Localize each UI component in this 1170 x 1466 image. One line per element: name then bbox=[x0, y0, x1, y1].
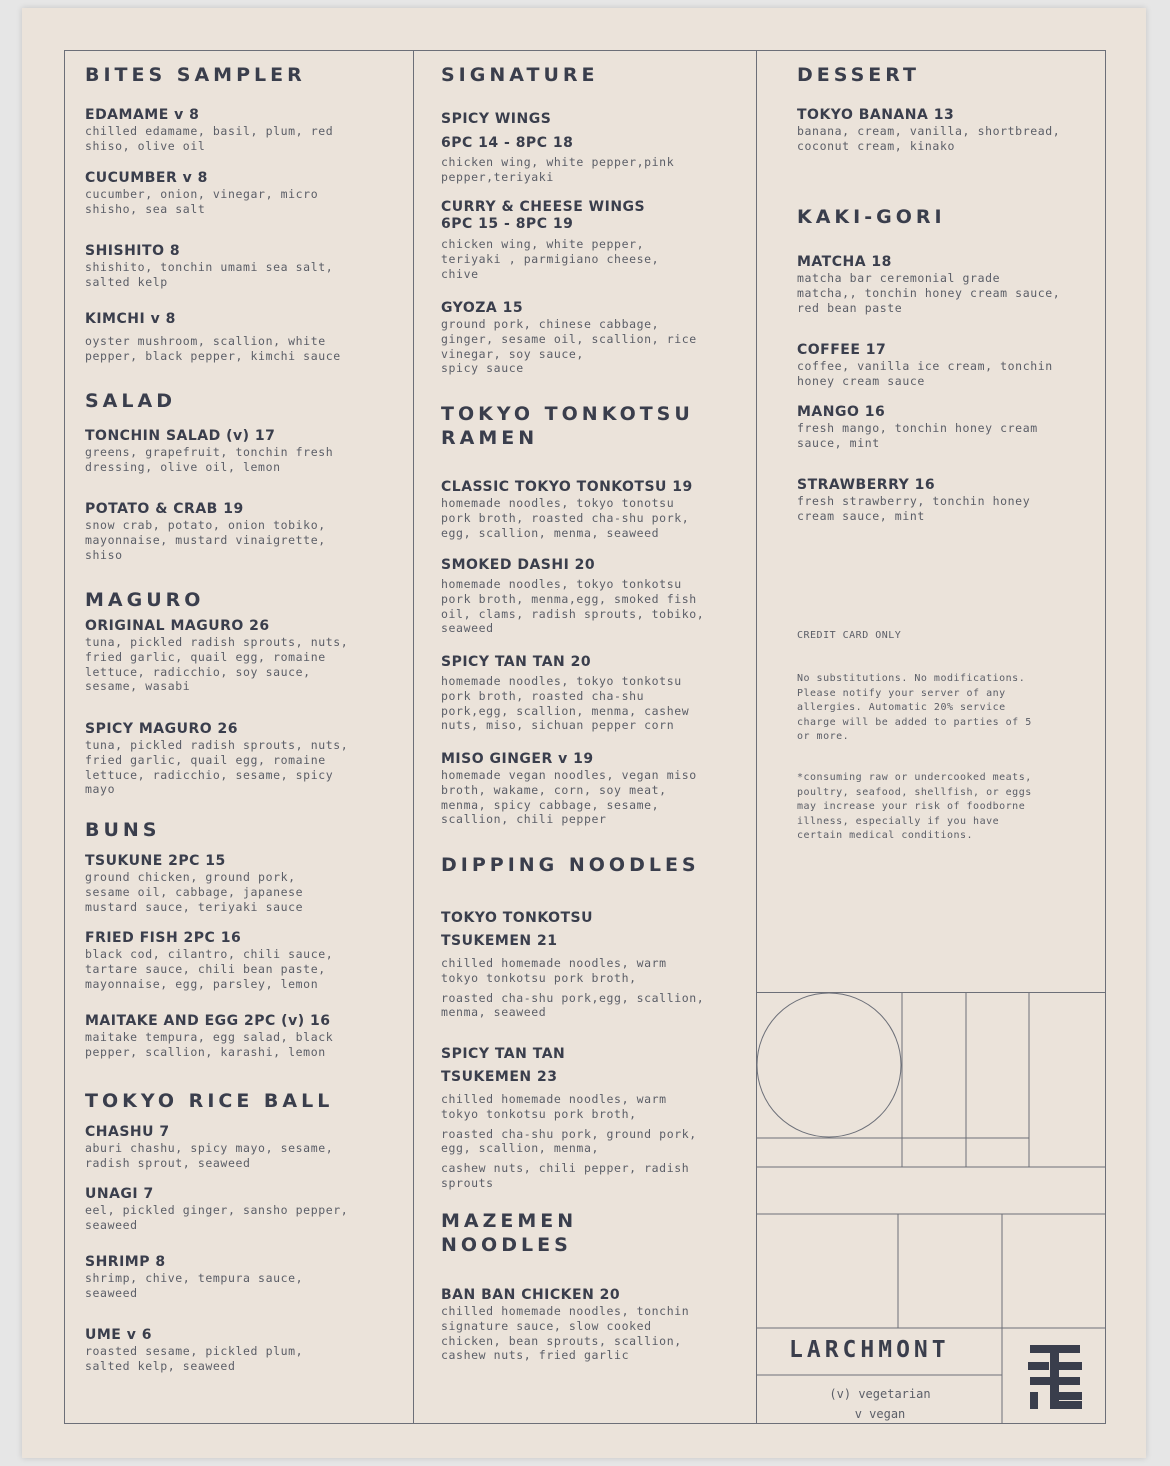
section-title-maguro: MAGURO bbox=[85, 589, 205, 611]
item-desc: greens, grapefruit, tonchin fresh dressing, olive oil, lemon bbox=[85, 445, 334, 474]
item-name: SPICY WINGS 6PC 14 - 8PC 18 bbox=[441, 111, 574, 151]
item-name: TSUKUNE 2PC 15 bbox=[85, 853, 226, 869]
menu-item bbox=[441, 1287, 689, 1363]
menu-item bbox=[85, 1327, 303, 1374]
item-name: MANGO 16 bbox=[797, 404, 886, 420]
item-name: TOKYO TONKOTSU TSUKEMEN 21 bbox=[441, 910, 594, 949]
menu-item bbox=[797, 477, 1030, 524]
item-desc: roasted cha-shu pork, ground pork, egg, scallion, menma, bbox=[441, 1126, 697, 1156]
item-name: CURRY & CHEESE WINGS 6PC 15 - 8PC 19 bbox=[441, 199, 646, 232]
item-desc: banana, cream, vanilla, shortbread, coconut cream, kinako bbox=[797, 124, 1061, 153]
section-title-riceball: TOKYO RICE BALL bbox=[85, 1090, 334, 1112]
menu-item bbox=[441, 1043, 697, 1191]
item-name: KIMCHI v 8 bbox=[85, 311, 176, 327]
item-desc: fresh strawberry, tonchin honey cream sauce, mint bbox=[797, 494, 1031, 523]
health-warning: *consuming raw or undercooked meats, poultry, seafood, shellfish, or eggs may increase your risk of foodborne illness, especially if you have certain medical conditions. bbox=[797, 772, 1032, 842]
item-desc: chicken wing, white pepper, teriyaki , parmigiano cheese, chive bbox=[441, 237, 660, 281]
menu-item bbox=[441, 654, 689, 733]
policy-note: No substitutions. No modifications. Please notify your server of any allergies. Automatic 20% service charge will be added to parties of 5 or more. bbox=[797, 673, 1032, 743]
item-name: SMOKED DASHI 20 bbox=[441, 557, 596, 573]
item-name: SPICY TAN TAN TSUKEMEN 23 bbox=[441, 1046, 566, 1085]
menu-item bbox=[797, 254, 1060, 315]
diet-legend bbox=[757, 1384, 1003, 1424]
item-desc: coffee, vanilla ice cream, tonchin honey cream sauce bbox=[797, 359, 1053, 388]
item-name: TOKYO BANANA 13 bbox=[797, 107, 955, 123]
item-desc: matcha bar ceremonial grade matcha,, tonchin honey cream sauce, red bean paste bbox=[797, 271, 1061, 315]
menu-item bbox=[85, 243, 333, 290]
item-desc: ground chicken, ground pork, sesame oil, cabbage, japanese mustard sauce, teriyaki sauce bbox=[85, 870, 304, 914]
item-desc: cucumber, onion, vinegar, micro shisho, sea salt bbox=[85, 187, 319, 216]
item-desc: cashew nuts, chili pepper, radish sprouts bbox=[441, 1161, 690, 1190]
section-title-mazemen: MAZEMEN NOODLES bbox=[441, 1210, 578, 1256]
credit-card-note: CREDIT CARD ONLY bbox=[797, 630, 902, 641]
item-name: SPICY TAN TAN 20 bbox=[441, 654, 592, 670]
item-desc: homemade noodles, tokyo tonkotsu pork broth, menma,egg, smoked fish oil, clams, radish sprouts, tobiko, seaweed bbox=[441, 577, 705, 636]
item-name: SPICY MAGURO 26 bbox=[85, 721, 239, 737]
menu-item bbox=[85, 618, 348, 694]
item-desc: shrimp, chive, tempura sauce, seaweed bbox=[85, 1271, 304, 1300]
menu-item bbox=[85, 853, 303, 914]
item-desc: shishito, tonchin umami sea salt, salted kelp bbox=[85, 260, 334, 289]
item-name: EDAMAME v 8 bbox=[85, 107, 200, 123]
menu-item bbox=[85, 311, 341, 364]
item-name: UNAGI 7 bbox=[85, 1186, 154, 1202]
menu-item bbox=[85, 428, 333, 475]
item-desc: maitake tempura, egg salad, black pepper, scallion, karashi, lemon bbox=[85, 1030, 334, 1059]
item-desc: homemade vegan noodles, vegan miso broth, wakame, corn, soy meat, menma, spicy cabbage, sesame, scallion, chili pepper bbox=[441, 768, 697, 827]
item-desc: aburi chashu, spicy mayo, sesame, radish sprout, seaweed bbox=[85, 1141, 334, 1170]
menu-item bbox=[797, 404, 1038, 451]
section-title-dipping: DIPPING NOODLES bbox=[441, 854, 700, 876]
item-name: FRIED FISH 2PC 16 bbox=[85, 930, 242, 946]
item-name: SHRIMP 8 bbox=[85, 1254, 166, 1270]
menu-item bbox=[441, 199, 659, 281]
column-divider bbox=[413, 50, 414, 1424]
section-title-ramen: TOKYO TONKOTSU RAMEN bbox=[441, 403, 694, 449]
section-title-dessert: DESSERT bbox=[797, 64, 920, 86]
item-desc: ground pork, chinese cabbage, ginger, sesame oil, scallion, rice vinegar, soy sauce, spicy sauce bbox=[441, 317, 697, 376]
menu-item bbox=[85, 930, 333, 991]
item-name: MATCHA 18 bbox=[797, 254, 892, 270]
item-name: TONCHIN SALAD (v) 17 bbox=[85, 428, 276, 444]
menu-item bbox=[85, 1124, 333, 1171]
section-title-salad: SALAD bbox=[85, 390, 176, 412]
item-name: ORIGINAL MAGURO 26 bbox=[85, 618, 270, 634]
item-desc: tuna, pickled radish sprouts, nuts, fried garlic, quail egg, romaine lettuce, radicchio, soy sauce, sesame, wasabi bbox=[85, 635, 349, 694]
brand-name: LARCHMONT bbox=[789, 1337, 950, 1363]
menu-item bbox=[441, 557, 704, 636]
item-desc: snow crab, potato, onion tobiko, mayonnaise, mustard vinaigrette, shiso bbox=[85, 518, 326, 562]
legend-vegetarian: (v) vegetarian bbox=[829, 1387, 931, 1401]
menu-item bbox=[85, 721, 348, 797]
item-name: STRAWBERRY 16 bbox=[797, 477, 936, 493]
menu-item bbox=[441, 300, 697, 376]
section-title-buns: BUNS bbox=[85, 819, 161, 841]
item-desc: chilled homemade noodles, warm tokyo tonkotsu pork broth, bbox=[441, 1092, 667, 1121]
item-name: MAITAKE AND EGG 2PC (v) 16 bbox=[85, 1013, 331, 1029]
item-desc: eel, pickled ginger, sansho pepper, seaweed bbox=[85, 1203, 349, 1232]
item-desc: black cod, cilantro, chili sauce, tartare sauce, chili bean paste, mayonnaise, egg, parsley, lemon bbox=[85, 947, 334, 991]
item-desc: chilled homemade noodles, warm tokyo tonkotsu pork broth, bbox=[441, 956, 667, 985]
item-name: POTATO & CRAB 19 bbox=[85, 501, 244, 517]
menu-item bbox=[85, 1013, 333, 1060]
menu-item bbox=[797, 342, 1053, 389]
item-desc: tuna, pickled radish sprouts, nuts, fried garlic, quail egg, romaine lettuce, radicchio, sesame, spicy mayo bbox=[85, 738, 349, 797]
tonchin-logo-icon bbox=[1028, 1345, 1082, 1409]
menu-item bbox=[85, 170, 318, 217]
item-desc: homemade noodles, tokyo tonotsu pork broth, roasted cha-shu pork, egg, scallion, menma, seaweed bbox=[441, 496, 690, 540]
item-name: SHISHITO 8 bbox=[85, 243, 181, 259]
menu-item bbox=[441, 479, 693, 540]
item-desc: chilled edamame, basil, plum, red shiso, olive oil bbox=[85, 124, 334, 153]
item-name: CUCUMBER v 8 bbox=[85, 170, 208, 186]
menu-item bbox=[85, 501, 326, 562]
item-name: BAN BAN CHICKEN 20 bbox=[441, 1287, 621, 1303]
section-title-bites: BITES SAMPLER bbox=[85, 64, 306, 86]
menu-item bbox=[797, 107, 1060, 154]
item-desc: chilled homemade noodles, tonchin signature sauce, slow cooked chicken, bean sprouts, scallion, cashew nuts, fried garlic bbox=[441, 1304, 690, 1363]
section-title-signature: SIGNATURE bbox=[441, 64, 599, 86]
menu-item bbox=[85, 1186, 348, 1233]
item-name: COFFEE 17 bbox=[797, 342, 887, 358]
item-desc: roasted sesame, pickled plum, salted kelp, seaweed bbox=[85, 1344, 304, 1373]
item-desc: chicken wing, white pepper,pink pepper,teriyaki bbox=[441, 155, 675, 184]
item-name: CLASSIC TOKYO TONKOTSU 19 bbox=[441, 479, 693, 495]
section-title-kakigori: KAKI-GORI bbox=[797, 206, 946, 228]
item-desc: homemade noodles, tokyo tonkotsu pork broth, roasted cha-shu pork,egg, scallion, menma, cashew nuts, miso, sichuan pepper corn bbox=[441, 674, 690, 733]
item-desc: roasted cha-shu pork,egg, scallion, menma, seaweed bbox=[441, 990, 705, 1020]
item-name: MISO GINGER v 19 bbox=[441, 751, 594, 767]
menu-item bbox=[85, 1254, 303, 1301]
menu-item bbox=[441, 751, 697, 827]
legend-vegan: v vegan bbox=[854, 1407, 906, 1421]
item-desc: oyster mushroom, scallion, white pepper, black pepper, kimchi sauce bbox=[85, 334, 341, 363]
menu-item bbox=[85, 107, 333, 154]
item-name: CHASHU 7 bbox=[85, 1124, 170, 1140]
menu-item bbox=[441, 907, 704, 1020]
item-name: UME v 6 bbox=[85, 1327, 152, 1343]
item-name: GYOZA 15 bbox=[441, 300, 524, 316]
menu-item bbox=[441, 107, 674, 185]
item-desc: fresh mango, tonchin honey cream sauce, mint bbox=[797, 421, 1038, 450]
